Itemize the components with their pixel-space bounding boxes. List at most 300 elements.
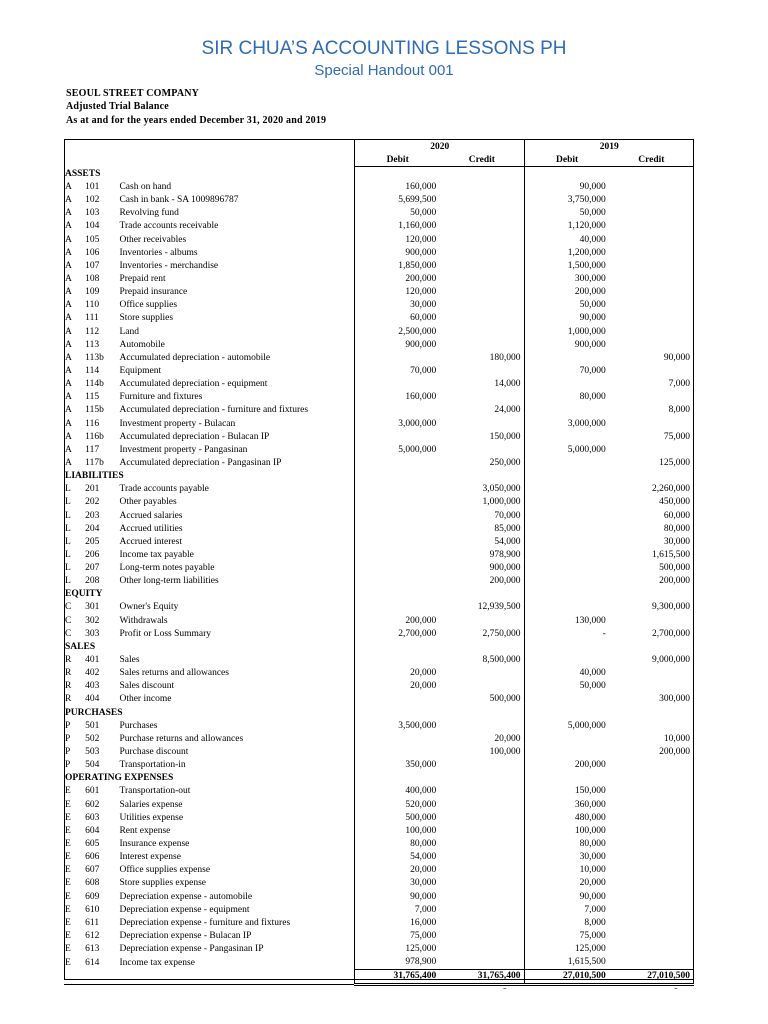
account-name: Purchase returns and allowances <box>119 733 244 744</box>
empty-cell <box>524 640 609 653</box>
account-number: 113 <box>85 339 100 350</box>
account-name: Sales returns and allowances <box>119 668 229 679</box>
account-name: Accumulated depreciation - Bulacan IP <box>119 431 270 442</box>
credit-2019: 1,615,500 <box>609 548 694 561</box>
credit-2019 <box>609 943 694 956</box>
account-row <box>64 956 694 970</box>
credit-2019 <box>609 667 694 680</box>
company-name: SEOUL STREET COMPANY <box>66 88 200 99</box>
account-name: Other payables <box>119 497 177 508</box>
credit-2019 <box>609 759 694 772</box>
credit-2020: 180,000 <box>439 351 524 364</box>
account-type: A <box>65 273 72 284</box>
debit-2020: 20,000 <box>355 680 440 693</box>
credit-2020 <box>439 837 524 850</box>
account-number: 109 <box>85 287 100 298</box>
account-number: 302 <box>85 615 100 626</box>
account-number: 201 <box>85 484 100 495</box>
debit-2019: 3,750,000 <box>524 194 609 207</box>
debit-2019: 90,000 <box>524 890 609 903</box>
debit-2020: 50,000 <box>355 207 440 220</box>
credit-2019: 7,000 <box>609 378 694 391</box>
empty-cell <box>439 706 524 719</box>
account-number: 114 <box>85 365 100 376</box>
account-number: 404 <box>85 694 100 705</box>
account-type: A <box>65 260 72 271</box>
empty-cell <box>439 640 524 653</box>
debit-2019: 90,000 <box>524 180 609 193</box>
credit-2019 <box>609 299 694 312</box>
debit-2019 <box>524 548 609 561</box>
account-row <box>64 824 694 837</box>
account-name: Trade accounts payable <box>119 484 209 495</box>
account-type: C <box>65 615 72 626</box>
account-row <box>64 286 694 299</box>
empty-cell <box>439 470 524 483</box>
total-credit-2020: 31,765,400 <box>439 969 524 984</box>
debit-2019: 360,000 <box>524 798 609 811</box>
empty-cell <box>355 167 440 181</box>
debit-2020: 125,000 <box>355 943 440 956</box>
credit-2019-header: Credit <box>609 153 694 167</box>
account-name: Profit or Loss Summary <box>119 628 212 639</box>
account-number: 605 <box>85 839 100 850</box>
account-type: A <box>65 365 72 376</box>
credit-2019 <box>609 614 694 627</box>
debit-2020: 1,160,000 <box>355 220 440 233</box>
account-row <box>64 548 694 561</box>
debit-2019 <box>524 601 609 614</box>
debit-2020: 2,700,000 <box>355 627 440 640</box>
debit-2020: 16,000 <box>355 916 440 929</box>
debit-2019 <box>524 693 609 706</box>
credit-2020: 978,900 <box>439 548 524 561</box>
empty-cell <box>609 588 694 601</box>
debit-2019: 90,000 <box>524 312 609 325</box>
credit-2019: 60,000 <box>609 509 694 522</box>
account-row <box>64 391 694 404</box>
debit-2019: 130,000 <box>524 614 609 627</box>
debit-2019 <box>524 535 609 548</box>
account-row <box>64 509 694 522</box>
credit-2020: 900,000 <box>439 562 524 575</box>
debit-2019 <box>524 404 609 417</box>
credit-2020 <box>439 903 524 916</box>
credit-2019 <box>609 851 694 864</box>
credit-2020: 14,000 <box>439 378 524 391</box>
account-name: Investment property - Pangasinan <box>119 444 248 455</box>
account-row <box>64 903 694 916</box>
account-row <box>64 430 694 443</box>
credit-2020 <box>439 272 524 285</box>
account-name: Rent expense <box>119 825 171 836</box>
credit-2019: 450,000 <box>609 496 694 509</box>
account-name: Office supplies <box>119 300 178 311</box>
debit-2020: 100,000 <box>355 824 440 837</box>
debit-2019: 40,000 <box>524 667 609 680</box>
account-row <box>64 325 694 338</box>
credit-2020 <box>439 759 524 772</box>
account-type: A <box>65 457 72 468</box>
empty-cell <box>524 167 609 181</box>
debit-2019: 40,000 <box>524 233 609 246</box>
debit-2019: 7,000 <box>524 903 609 916</box>
credit-2020: 500,000 <box>439 693 524 706</box>
account-type: L <box>65 523 71 534</box>
account-row <box>64 194 694 207</box>
credit-2019 <box>609 286 694 299</box>
debit-2020: 90,000 <box>355 890 440 903</box>
account-row <box>64 443 694 456</box>
account-number: 110 <box>85 300 100 311</box>
account-row <box>64 837 694 850</box>
account-type: A <box>65 247 72 258</box>
debit-2019: 1,200,000 <box>524 246 609 259</box>
account-row <box>64 693 694 706</box>
account-type: A <box>65 379 72 390</box>
account-name: Income tax expense <box>119 957 195 968</box>
credit-2019 <box>609 916 694 929</box>
credit-2019: 8,000 <box>609 404 694 417</box>
account-type: P <box>65 733 71 744</box>
debit-2020: 350,000 <box>355 759 440 772</box>
account-type: R <box>65 694 72 705</box>
credit-2020 <box>439 443 524 456</box>
account-number: 601 <box>85 786 100 797</box>
section-header-row <box>64 167 694 181</box>
debit-2020: 120,000 <box>355 233 440 246</box>
account-row <box>64 759 694 772</box>
account-number: 206 <box>85 549 100 560</box>
empty-cell <box>609 706 694 719</box>
account-row <box>64 522 694 535</box>
account-type: L <box>65 549 71 560</box>
credit-2020 <box>439 811 524 824</box>
account-type: L <box>65 484 71 495</box>
section-title: EQUITY <box>65 589 103 600</box>
debit-2020 <box>355 562 440 575</box>
account-number: 610 <box>85 904 100 915</box>
account-row <box>64 259 694 272</box>
account-name: Depreciation expense - Bulacan IP <box>119 931 252 941</box>
section-title: PURCHASES <box>65 707 123 718</box>
account-row <box>64 246 694 259</box>
account-name: Automobile <box>119 339 165 350</box>
debit-2019: 20,000 <box>524 877 609 890</box>
account-type: E <box>65 786 71 797</box>
debit-2019-header: Debit <box>524 153 609 167</box>
account-type: R <box>65 681 72 692</box>
trial-balance-table <box>64 139 694 986</box>
debit-2020: 30,000 <box>355 877 440 890</box>
account-type: A <box>65 326 72 337</box>
account-name: Store supplies <box>119 313 174 324</box>
debit-2020: 2,500,000 <box>355 325 440 338</box>
account-type: C <box>65 628 72 639</box>
debit-2020 <box>355 693 440 706</box>
account-row <box>64 929 694 942</box>
credit-2019 <box>609 798 694 811</box>
account-name: Insurance expense <box>119 839 190 850</box>
credit-2020 <box>439 207 524 220</box>
account-name: Inventories - albums <box>119 247 198 258</box>
credit-2019: 10,000 <box>609 732 694 745</box>
credit-2020: 85,000 <box>439 522 524 535</box>
debit-2019: 1,000,000 <box>524 325 609 338</box>
debit-2020: 7,000 <box>355 903 440 916</box>
account-type: E <box>65 891 71 902</box>
credit-2020 <box>439 956 524 970</box>
account-number: 112 <box>85 326 100 337</box>
account-row <box>64 456 694 469</box>
account-type: R <box>65 655 72 666</box>
account-name: Transportation-out <box>119 786 191 797</box>
debit-2019: 300,000 <box>524 272 609 285</box>
credit-2020 <box>439 785 524 798</box>
account-name: Transportation-in <box>119 760 186 771</box>
credit-2020: 150,000 <box>439 430 524 443</box>
credit-2019: 125,000 <box>609 456 694 469</box>
account-type: E <box>65 878 71 889</box>
account-number: 608 <box>85 878 100 889</box>
credit-2020-header: Credit <box>439 153 524 167</box>
account-name: Prepaid rent <box>119 273 166 284</box>
account-type: E <box>65 957 71 968</box>
credit-2019: 200,000 <box>609 575 694 588</box>
account-type: A <box>65 405 72 416</box>
debit-2020 <box>355 509 440 522</box>
credit-2020 <box>439 824 524 837</box>
account-type: E <box>65 852 71 863</box>
credit-2020 <box>439 312 524 325</box>
credit-2020: 24,000 <box>439 404 524 417</box>
credit-2019 <box>609 877 694 890</box>
account-row <box>64 483 694 496</box>
credit-2020 <box>439 417 524 430</box>
debit-2019: 5,000,000 <box>524 719 609 732</box>
debit-2019 <box>524 522 609 535</box>
account-number: 107 <box>85 260 100 271</box>
credit-2019 <box>609 890 694 903</box>
debit-2019: 150,000 <box>524 785 609 798</box>
debit-2019: 3,000,000 <box>524 417 609 430</box>
account-type: A <box>65 339 72 350</box>
account-name: Interest expense <box>119 852 181 863</box>
debit-2019 <box>524 483 609 496</box>
credit-2019 <box>609 443 694 456</box>
debit-2020 <box>355 732 440 745</box>
account-name: Other income <box>119 694 172 705</box>
account-type: P <box>65 747 71 758</box>
account-type: A <box>65 300 72 311</box>
account-type: L <box>65 536 71 547</box>
account-row <box>64 627 694 640</box>
credit-2020: 70,000 <box>439 509 524 522</box>
debit-2019: 75,000 <box>524 929 609 942</box>
account-number: 403 <box>85 681 100 692</box>
year-2019-header: 2019 <box>524 140 694 154</box>
account-number: 104 <box>85 221 100 232</box>
credit-2020 <box>439 877 524 890</box>
debit-2019: 1,615,500 <box>524 956 609 970</box>
account-name: Salaries expense <box>119 799 183 810</box>
debit-2019 <box>524 732 609 745</box>
credit-2020 <box>439 194 524 207</box>
credit-2020 <box>439 798 524 811</box>
account-number: 612 <box>85 931 100 941</box>
credit-2020 <box>439 233 524 246</box>
account-row <box>64 785 694 798</box>
debit-2020: 200,000 <box>355 272 440 285</box>
debit-2019: 5,000,000 <box>524 443 609 456</box>
debit-2020: 1,850,000 <box>355 259 440 272</box>
account-number: 106 <box>85 247 100 258</box>
account-number: 502 <box>85 733 100 744</box>
debit-2019: 50,000 <box>524 299 609 312</box>
debit-2020: 80,000 <box>355 837 440 850</box>
debit-credit-header-row <box>64 153 694 167</box>
debit-2019: 80,000 <box>524 391 609 404</box>
credit-2020: 200,000 <box>439 575 524 588</box>
account-number: 603 <box>85 812 100 823</box>
total-credit-2019: 27,010,500 <box>609 969 694 984</box>
account-name: Accumulated depreciation - Pangasinan IP <box>119 457 282 468</box>
credit-2020 <box>439 299 524 312</box>
debit-2020 <box>355 378 440 391</box>
account-number: 602 <box>85 799 100 810</box>
account-name: Accrued interest <box>119 536 182 547</box>
credit-2019 <box>609 312 694 325</box>
credit-2020 <box>439 246 524 259</box>
debit-2020: 5,699,500 <box>355 194 440 207</box>
account-type: A <box>65 181 72 192</box>
empty-cell <box>524 588 609 601</box>
section-header-row <box>64 640 694 653</box>
credit-2020 <box>439 364 524 377</box>
credit-2020 <box>439 916 524 929</box>
check-mark-2019: - <box>674 982 678 994</box>
debit-2020 <box>355 535 440 548</box>
debit-2020: 60,000 <box>355 312 440 325</box>
account-type: E <box>65 825 71 836</box>
debit-2020: 520,000 <box>355 798 440 811</box>
debit-2020: 500,000 <box>355 811 440 824</box>
account-row <box>64 299 694 312</box>
debit-2019 <box>524 378 609 391</box>
account-type: A <box>65 221 72 232</box>
debit-2019: 50,000 <box>524 680 609 693</box>
account-row <box>64 680 694 693</box>
debit-2019: 125,000 <box>524 943 609 956</box>
account-name: Purchases <box>119 720 158 731</box>
debit-2020: 30,000 <box>355 299 440 312</box>
credit-2020 <box>439 943 524 956</box>
account-name: Inventories - merchandise <box>119 260 219 271</box>
account-type: L <box>65 576 71 587</box>
debit-2020 <box>355 430 440 443</box>
account-name: Other long-term liabilities <box>119 576 219 587</box>
account-row <box>64 745 694 758</box>
debit-2019: 8,000 <box>524 916 609 929</box>
credit-2019 <box>609 811 694 824</box>
credit-2020 <box>439 890 524 903</box>
account-name: Investment property - Bulacan <box>119 418 236 429</box>
credit-2020 <box>439 286 524 299</box>
account-type: E <box>65 904 71 915</box>
section-title: LIABILITIES <box>65 471 124 482</box>
account-row <box>64 562 694 575</box>
debit-2019: 70,000 <box>524 364 609 377</box>
account-type: A <box>65 208 72 219</box>
debit-2019 <box>524 562 609 575</box>
debit-2020: 978,900 <box>355 956 440 970</box>
debit-2020: 120,000 <box>355 286 440 299</box>
trial-balance-body <box>64 167 694 985</box>
account-number: 115b <box>85 405 104 416</box>
debit-2020: 70,000 <box>355 364 440 377</box>
account-row <box>64 312 694 325</box>
credit-2019 <box>609 956 694 970</box>
debit-2020: 75,000 <box>355 929 440 942</box>
debit-2020: 900,000 <box>355 246 440 259</box>
credit-2019 <box>609 903 694 916</box>
account-name: Cash in bank - SA 1009896787 <box>119 195 239 206</box>
account-row <box>64 404 694 417</box>
credit-2019 <box>609 929 694 942</box>
account-number: 204 <box>85 523 100 534</box>
empty-cell <box>524 706 609 719</box>
account-row <box>64 864 694 877</box>
account-name: Depreciation expense - automobile <box>119 891 253 902</box>
account-row <box>64 890 694 903</box>
credit-2020: 1,000,000 <box>439 496 524 509</box>
account-row <box>64 601 694 614</box>
account-number: 609 <box>85 891 100 902</box>
debit-2020 <box>355 745 440 758</box>
debit-2019 <box>524 575 609 588</box>
debit-2019: 480,000 <box>524 811 609 824</box>
credit-2020 <box>439 338 524 351</box>
section-title: SALES <box>65 641 96 652</box>
account-number: 207 <box>85 563 100 574</box>
credit-2019: 2,260,000 <box>609 483 694 496</box>
credit-2020 <box>439 325 524 338</box>
account-name: Depreciation expense - Pangasinan IP <box>119 944 264 955</box>
credit-2020 <box>439 851 524 864</box>
debit-2020 <box>355 483 440 496</box>
debit-2019 <box>524 456 609 469</box>
account-number: 208 <box>85 576 100 587</box>
account-number: 607 <box>85 865 100 876</box>
debit-2020 <box>355 601 440 614</box>
section-title: OPERATING EXPENSES <box>65 773 174 784</box>
debit-2020: 160,000 <box>355 391 440 404</box>
credit-2019: 9,300,000 <box>609 601 694 614</box>
section-title: ASSETS <box>65 168 101 179</box>
account-type: A <box>65 444 72 455</box>
credit-2020: 3,050,000 <box>439 483 524 496</box>
empty-cell <box>355 470 440 483</box>
credit-2020: 20,000 <box>439 732 524 745</box>
account-type: E <box>65 931 71 941</box>
debit-2020: 400,000 <box>355 785 440 798</box>
account-row <box>64 653 694 666</box>
account-number: 117b <box>85 457 104 468</box>
account-row <box>64 719 694 732</box>
debit-2019 <box>524 509 609 522</box>
account-name: Income tax payable <box>119 549 194 560</box>
debit-2019 <box>524 745 609 758</box>
